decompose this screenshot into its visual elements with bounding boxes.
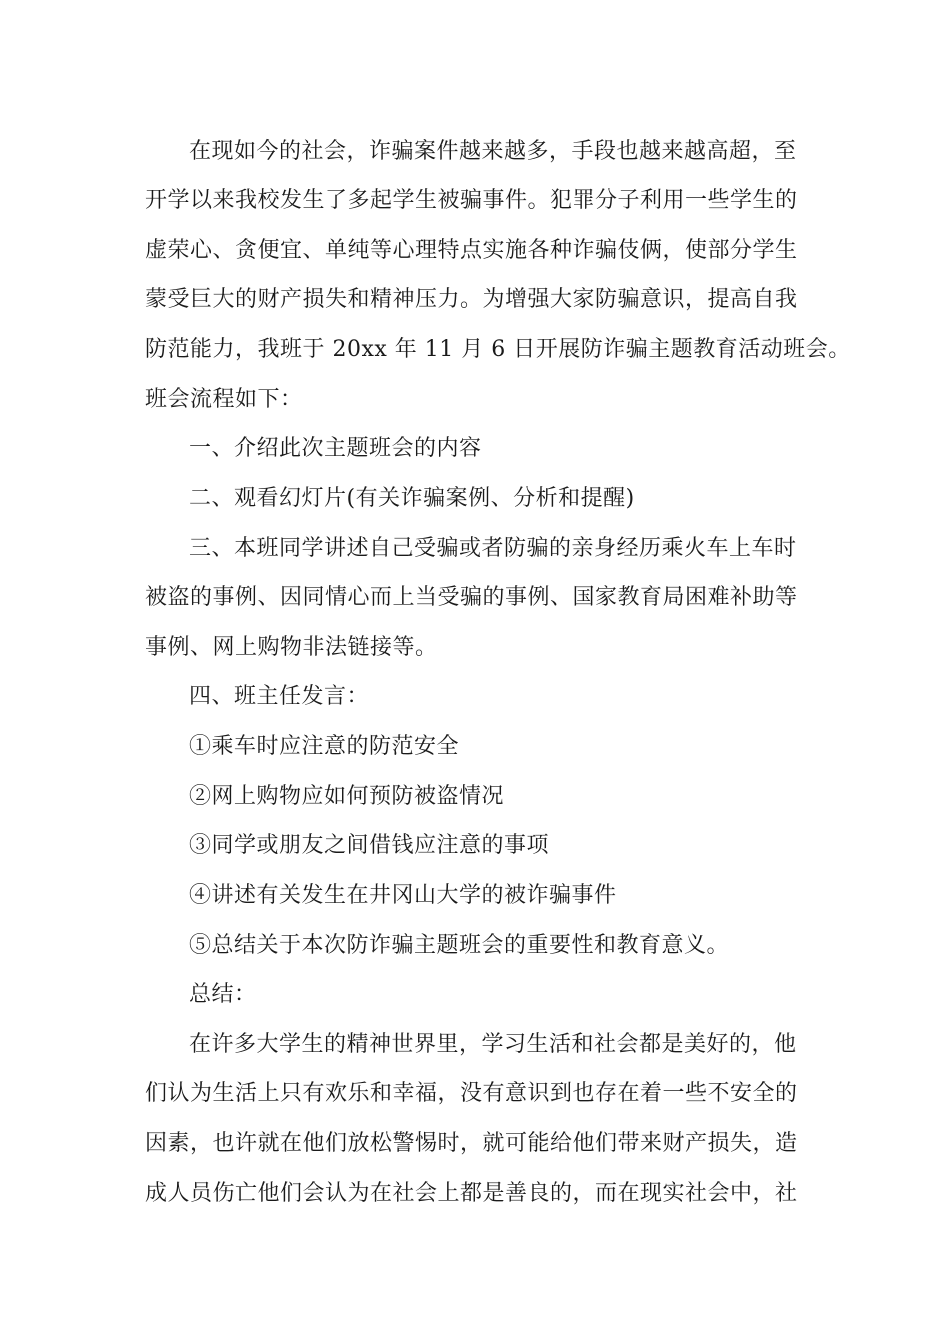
list-item: ④讲述有关发生在井冈山大学的被诈骗事件 [189,883,617,908]
list-item: 二、观看幻灯片(有关诈骗案例、分析和提醒) [189,486,635,511]
paragraph-line: 被盗的事例、因同情心而上当受骗的事例、国家教育局困难补助等 [145,585,798,610]
paragraph-line: 成人员伤亡他们会认为在社会上都是善良的，而在现实社会中，社 [145,1181,798,1206]
list-item: 三、本班同学讲述自己受骗或者防骗的亲身经历乘火车上车时 [189,536,797,561]
paragraph-line: 因素，也许就在他们放松警惕时，就可能给他们带来财产损失，造 [145,1131,798,1156]
list-item: ②网上购物应如何预防被盗情况 [189,784,505,809]
list-item: 四、班主任发言： [189,684,370,709]
section-heading: 总结： [189,982,257,1007]
paragraph-line: 开学以来我校发生了多起学生被骗事件。犯罪分子利用一些学生的 [145,188,798,213]
list-item: ⑤总结关于本次防诈骗主题班会的重要性和教育意义。 [189,933,730,958]
paragraph-line: 防范能力，我班于 20xx 年 11 月 6 日开展防诈骗主题教育活动班会。 [145,337,851,362]
list-item: ①乘车时应注意的防范安全 [189,734,460,759]
list-item: ③同学或朋友之间借钱应注意的事项 [189,833,550,858]
paragraph-line: 虚荣心、贪便宜、单纯等心理特点实施各种诈骗伎俩，使部分学生 [145,238,798,263]
paragraph-line: 班会流程如下： [145,387,303,412]
paragraph-line: 蒙受巨大的财产损失和精神压力。为增强大家防骗意识，提高自我 [145,287,798,312]
paragraph-line: 事例、网上购物非法链接等。 [145,635,438,660]
paragraph-line: 在现如今的社会，诈骗案件越来越多，手段也越来越高超，至 [189,139,797,164]
list-item: 一、介绍此次主题班会的内容 [189,436,482,461]
paragraph-line: 们认为生活上只有欢乐和幸福，没有意识到也存在着一些不安全的 [145,1081,798,1106]
paragraph-line: 在许多大学生的精神世界里，学习生活和社会都是美好的，他 [189,1032,797,1057]
